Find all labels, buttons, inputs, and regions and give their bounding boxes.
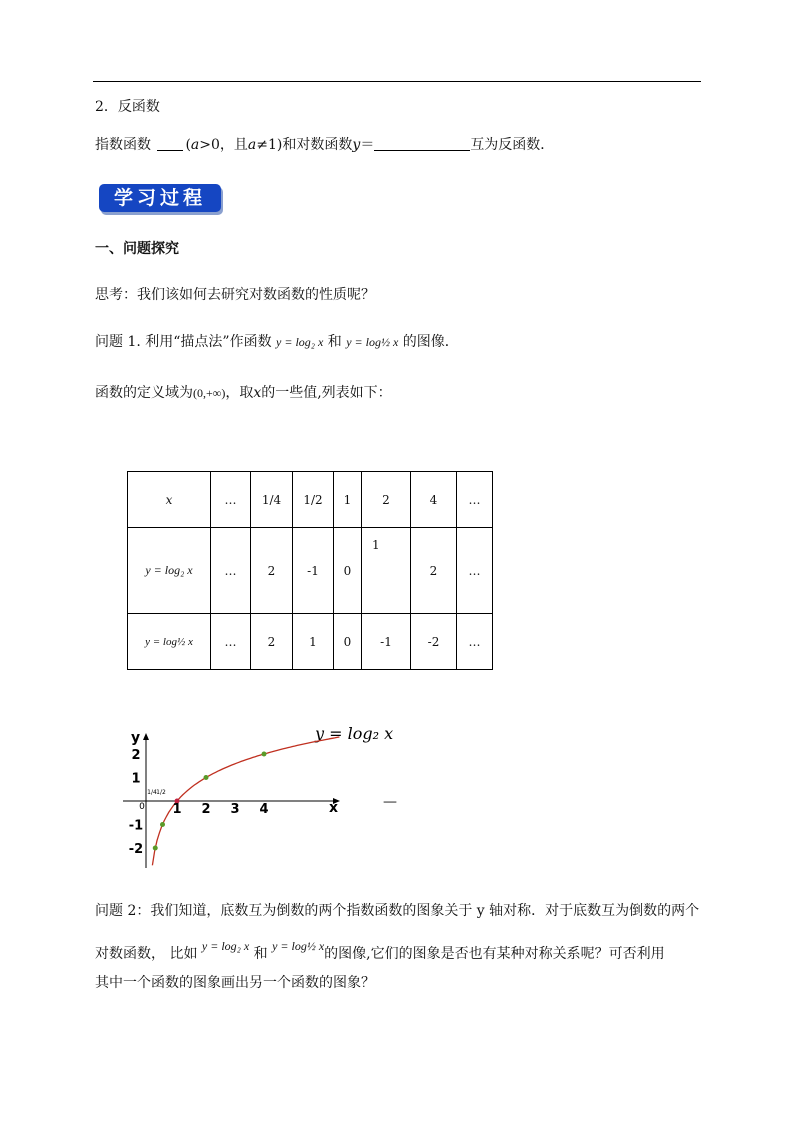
table-cell: 1 <box>334 472 362 528</box>
x-tick-label: 4 <box>259 802 269 817</box>
y-tick-label: -2 <box>128 842 144 857</box>
section-heading: 2．反函数 <box>95 99 160 115</box>
table-cell: … <box>211 614 251 670</box>
x-tick-label: 0 <box>139 802 145 812</box>
table-cell: … <box>211 528 251 614</box>
table-cell: -1 <box>362 614 411 670</box>
table-cell: -1 <box>293 528 334 614</box>
table-cell: 1/4 <box>251 472 293 528</box>
question-1 <box>95 333 459 351</box>
y-tick-label: -1 <box>128 818 144 834</box>
table-cell: 0 <box>334 614 362 670</box>
table-row-label: y = log½ x <box>128 614 211 670</box>
table-cell: 2 <box>362 472 411 528</box>
data-point <box>262 752 267 757</box>
formula-log-half: y = log½ x <box>272 939 325 953</box>
sentence-text: ＝ <box>360 137 375 153</box>
header-rule <box>93 81 701 82</box>
table-cell: 1/2 <box>293 472 334 528</box>
q1-text: 的图像． <box>402 334 459 350</box>
table-row <box>128 528 493 614</box>
curve-label: y = log₂ x <box>315 724 394 743</box>
var-a: a <box>190 137 200 153</box>
log-graph <box>115 718 405 873</box>
domain-text: ，取 <box>225 385 254 401</box>
q2-text: 对数函数， 比如 <box>95 946 198 962</box>
table-row <box>128 472 493 528</box>
domain-text: 函数的定义域为 <box>95 385 193 401</box>
var-a: a <box>247 137 257 153</box>
var-x: x <box>253 385 262 401</box>
domain-text: 的一些值,列表如下： <box>261 385 392 401</box>
domain-interval: (0,+∞) <box>193 386 226 400</box>
sentence-text: ( <box>185 137 191 153</box>
x-tick-label: 1/2 <box>156 789 166 796</box>
table-cell: 0 <box>334 528 362 614</box>
y-tick-label: 1 <box>131 771 141 787</box>
table-cell: 2 <box>251 528 293 614</box>
sentence-text: 指数函数 <box>95 137 151 153</box>
domain-line <box>95 384 392 402</box>
table-cell: 2 <box>251 614 293 670</box>
x-axis-label: x <box>329 800 339 816</box>
table-row <box>128 614 493 670</box>
y-axis-label: y <box>131 730 141 746</box>
data-point <box>153 846 158 851</box>
formula-log-half: y = log½ x <box>346 335 399 349</box>
question-2-line3: 其中一个函数的图象画出另一个函数的图象？ <box>95 975 375 991</box>
formula-log2: y = log₂ x <box>201 939 250 953</box>
table-row-label: y = log₂ x <box>128 528 211 614</box>
think-question: 思考：我们该如何去研究对数函数的性质呢？ <box>95 287 375 303</box>
blank-log-function[interactable] <box>374 136 470 151</box>
table-cell: 1 <box>362 528 411 614</box>
y-tick-label: 2 <box>131 748 141 763</box>
y-axis-arrow <box>143 733 149 740</box>
table-cell: 1 <box>293 614 334 670</box>
table-cell: … <box>457 472 493 528</box>
x-tick-label: 1/4 <box>147 789 157 796</box>
blank-exp-function[interactable] <box>157 136 183 151</box>
sentence-text: 互为反函数． <box>470 137 555 153</box>
q2-text: 的图像,它们的图象是否也有某种对称关系呢？可否利用 <box>324 946 665 962</box>
part-heading: 一、问题探究 <box>95 241 179 257</box>
table-cell: 4 <box>411 472 457 528</box>
inverse-function-sentence <box>95 136 554 154</box>
table-cell: … <box>457 614 493 670</box>
x-tick-label: 2 <box>201 802 211 817</box>
table-cell: … <box>457 528 493 614</box>
sentence-text: ≠1)和对数函数 <box>256 137 353 153</box>
table-cell: x <box>128 472 211 528</box>
question-2-line2 <box>95 939 665 963</box>
table-cell: … <box>211 472 251 528</box>
dash-mark: — <box>383 794 397 810</box>
sentence-text: >0，且 <box>199 137 248 153</box>
q1-text: 问题 1. 利用“描点法”作函数 <box>95 334 272 350</box>
q2-and: 和 <box>253 946 268 962</box>
learning-process-banner: 学习过程 <box>99 184 221 212</box>
value-table <box>127 471 493 670</box>
formula-log2: y = log₂ x <box>276 335 324 349</box>
data-point <box>204 775 209 780</box>
data-point <box>160 822 165 827</box>
var-y: y <box>352 137 361 153</box>
x-tick-label: 3 <box>230 802 240 817</box>
x-tick-label: 1 <box>172 802 182 817</box>
question-2-line1: 问题 2：我们知道，底数互为倒数的两个指数函数的图象关于 y 轴对称．对于底数互为倒数的两个 <box>95 903 700 919</box>
table-cell: 2 <box>411 528 457 614</box>
table-cell: -2 <box>411 614 457 670</box>
q1-and: 和 <box>327 334 342 350</box>
